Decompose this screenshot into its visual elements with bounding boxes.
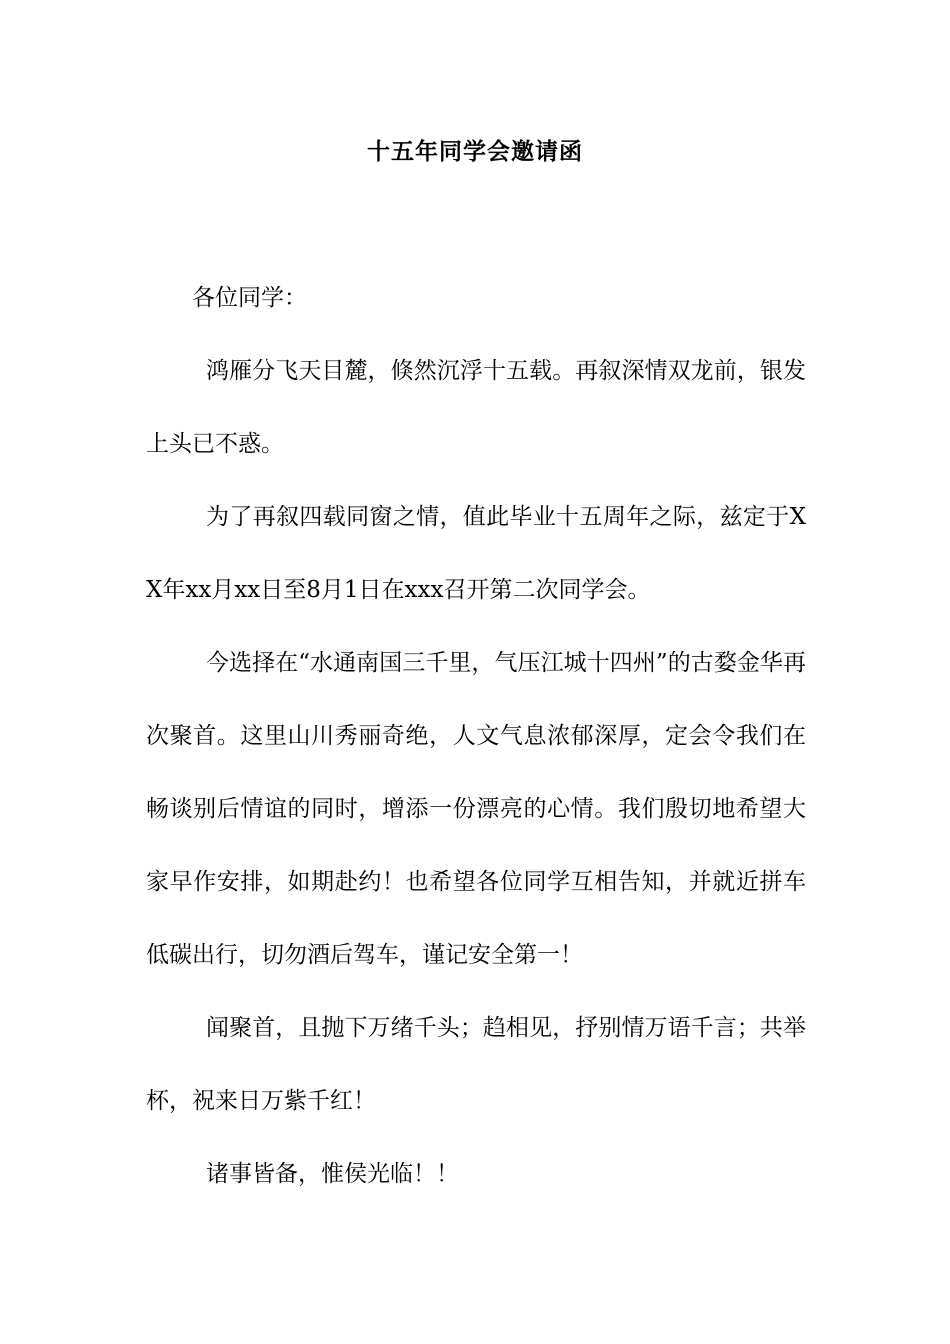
document-title: 十五年同学会邀请函	[367, 138, 583, 165]
paragraph-closing: 诸事皆备，惟侯光临！！	[206, 1161, 459, 1187]
paragraph-toast: 闻聚首，且抛下万绪千头；趋相见，抒别情万语千言；共举杯，祝来日万紫千红！	[146, 1015, 806, 1114]
letter-body	[146, 262, 806, 1211]
paragraph-venue: 今选择在“水通南国三千里，气压江城十四州”的古婺金华再次聚首。这里山川秀丽奇绝，人文气息浓郁深厚，定会令我们在畅谈别后情谊的同时，增添一份漂亮的心情。我们殷切地希望大家早作安排，如期赴约！也希望各位同学互相告知，并就近拼车低碳出行，切勿酒后驾车，谨记安全第一！	[146, 650, 806, 968]
paragraph-opening-poem: 鸿雁分飞天目麓，倏然沉浮十五载。再叙深情双龙前，银发上头已不惑。	[146, 358, 806, 457]
paragraph-meeting-date: 为了再叙四载同窗之情，值此毕业十五周年之际，兹定于XX年xx月xx日至8月1日在xxx召开第二次同学会。	[146, 504, 806, 603]
salutation: 各位同学：	[192, 285, 307, 311]
